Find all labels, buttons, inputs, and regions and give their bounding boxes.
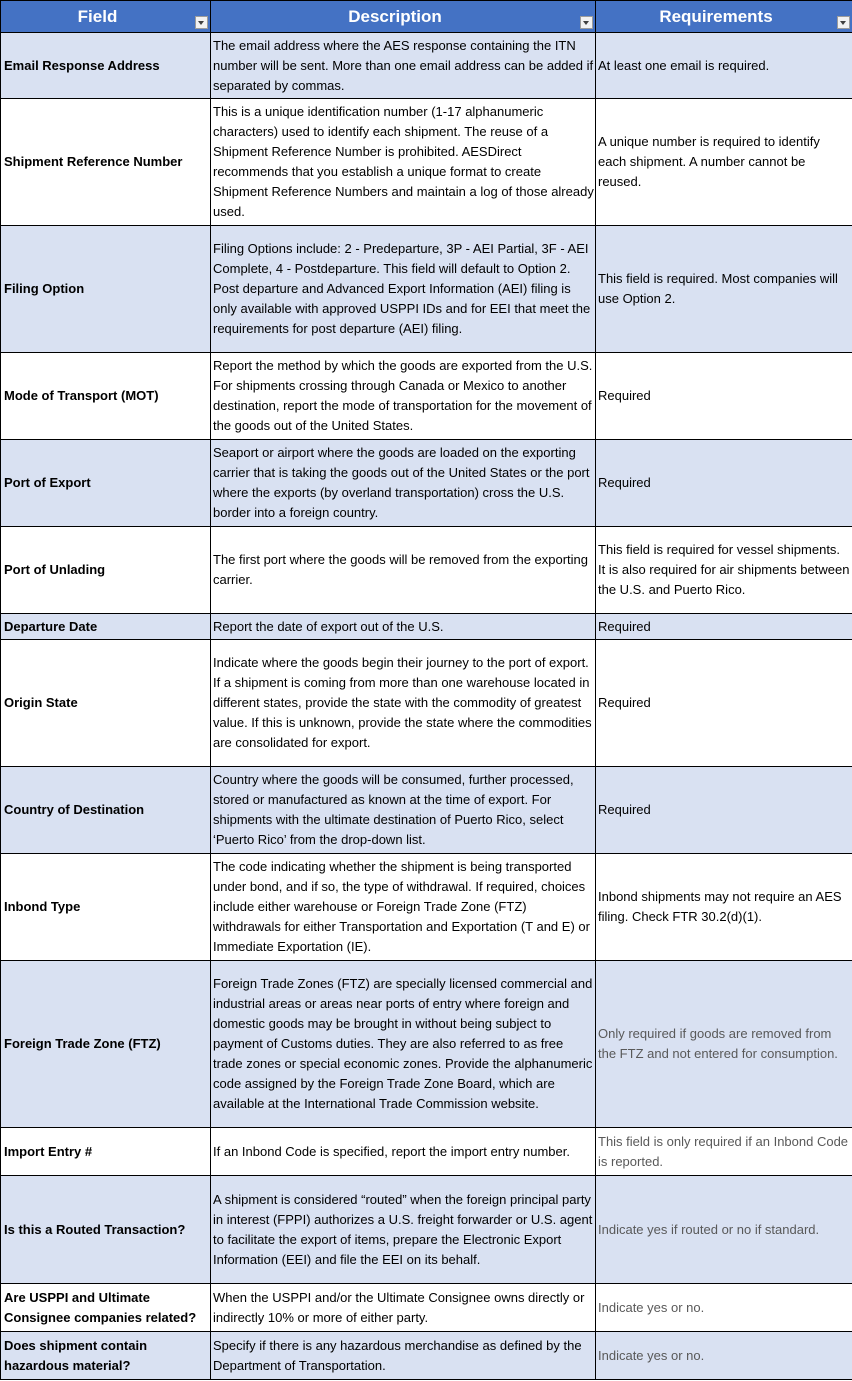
field-cell: Port of Unlading	[1, 527, 211, 614]
field-cell: Are USPPI and Ultimate Consignee companies related?	[1, 1284, 211, 1332]
table-row	[1, 1176, 852, 1284]
description-cell: Filing Options include: 2 - Predeparture, 3P - AEI Partial, 3F - AEI Complete, 4 - Postdeparture. This field will default to Option 2. Post departure and Advanced Export Information (AEI) filing is only available with approved USPPI IDs and for EEI that meet the requirements for post departure (AEI) filing.	[211, 226, 596, 353]
table-row	[1, 1128, 852, 1176]
requirements-cell: This field is required. Most companies will use Option 2.	[596, 226, 852, 353]
header-row	[1, 1, 852, 33]
column-header-label: Field	[77, 6, 118, 26]
field-cell: Shipment Reference Number	[1, 99, 211, 226]
column-header-label: Description	[348, 6, 442, 26]
requirements-cell: Required	[596, 440, 852, 527]
field-cell: Inbond Type	[1, 854, 211, 961]
table-row	[1, 527, 852, 614]
table-row	[1, 1284, 852, 1332]
field-cell: Import Entry #	[1, 1128, 211, 1176]
description-cell: A shipment is considered “routed” when the foreign principal party in interest (FPPI) authorizes a U.S. freight forwarder or U.S. agent to facilitate the export of items, prepare the Electronic Export Information (EEI) and file the EEI on its behalf.	[211, 1176, 596, 1284]
field-cell: Foreign Trade Zone (FTZ)	[1, 961, 211, 1128]
description-cell: Seaport or airport where the goods are loaded on the exporting carrier that is taking the goods out of the United States or the port where the exports (by overland transportation) cross the U.S. border into a foreign country.	[211, 440, 596, 527]
table-row	[1, 961, 852, 1128]
table-row	[1, 614, 852, 640]
requirements-cell: This field is only required if an Inbond Code is reported.	[596, 1128, 852, 1176]
requirements-cell: A unique number is required to identify each shipment. A number cannot be reused.	[596, 99, 852, 226]
description-cell: When the USPPI and/or the Ultimate Consignee owns directly or indirectly 10% or more of either party.	[211, 1284, 596, 1332]
field-cell: Origin State	[1, 640, 211, 767]
description-cell: Indicate where the goods begin their journey to the port of export. If a shipment is coming from more than one warehouse located in different states, provide the state with the commodity of greatest value. If this is unknown, provide the state where the commodities are consolidated for export.	[211, 640, 596, 767]
description-cell: Foreign Trade Zones (FTZ) are specially licensed commercial and industrial areas or areas near ports of entry where foreign and domestic goods may be brought in without being subject to payment of Customs duties. They are also referred to as free trade zones or special economic zones. Provide the alphanumeric code assigned by the Foreign Trade Zone Board, which are available at the International Trade Commission website.	[211, 961, 596, 1128]
table-row	[1, 440, 852, 527]
requirements-cell: Indicate yes or no.	[596, 1332, 852, 1380]
description-cell: Report the method by which the goods are exported from the U.S. For shipments crossing through Canada or Mexico to another destination, report the mode of transportation for the movement of the goods out of the United States.	[211, 353, 596, 440]
description-cell: The code indicating whether the shipment is being transported under bond, and if so, the type of withdrawal. If required, choices include either warehouse or Foreign Trade Zone (FTZ) withdrawals for either Transportation and Exportation (T and E) or Immediate Exportation (IE).	[211, 854, 596, 961]
table-row	[1, 353, 852, 440]
field-cell: Country of Destination	[1, 767, 211, 854]
table-row	[1, 640, 852, 767]
requirements-cell: Indicate yes or no.	[596, 1284, 852, 1332]
table-row	[1, 767, 852, 854]
field-cell: Is this a Routed Transaction?	[1, 1176, 211, 1284]
field-cell: Email Response Address	[1, 33, 211, 99]
column-header-label: Requirements	[659, 6, 773, 26]
description-cell: The email address where the AES response containing the ITN number will be sent. More than one email address can be added if separated by commas.	[211, 33, 596, 99]
filter-dropdown-icon[interactable]	[580, 16, 593, 29]
requirements-cell: Required	[596, 767, 852, 854]
requirements-cell: This field is required for vessel shipments. It is also required for air shipments between the U.S. and Puerto Rico.	[596, 527, 852, 614]
description-cell: The first port where the goods will be removed from the exporting carrier.	[211, 527, 596, 614]
requirements-cell: Inbond shipments may not require an AES filing. Check FTR 30.2(d)(1).	[596, 854, 852, 961]
table-row	[1, 99, 852, 226]
filter-dropdown-icon[interactable]	[837, 16, 850, 29]
field-cell: Does shipment contain hazardous material?	[1, 1332, 211, 1380]
requirements-cell: Required	[596, 353, 852, 440]
description-cell: Country where the goods will be consumed, further processed, stored or manufactured as known at the time of export. For shipments with the ultimate destination of Puerto Rico, select ‘Puerto Rico’ from the drop-down list.	[211, 767, 596, 854]
description-cell: This is a unique identification number (1-17 alphanumeric characters) used to identify each shipment. The reuse of a Shipment Reference Number is prohibited. AESDirect recommends that you establish a unique format to create Shipment Reference Numbers and maintain a log of those already used.	[211, 99, 596, 226]
description-cell: Specify if there is any hazardous merchandise as defined by the Department of Transportation.	[211, 1332, 596, 1380]
requirements-cell: Required	[596, 614, 852, 640]
field-cell: Port of Export	[1, 440, 211, 527]
description-cell: If an Inbond Code is specified, report the import entry number.	[211, 1128, 596, 1176]
column-header-field	[1, 1, 211, 33]
field-cell: Filing Option	[1, 226, 211, 353]
field-cell: Departure Date	[1, 614, 211, 640]
table-row	[1, 33, 852, 99]
requirements-cell: Indicate yes if routed or no if standard.	[596, 1176, 852, 1284]
table-row	[1, 1332, 852, 1380]
column-header-requirements	[596, 1, 852, 33]
table-row	[1, 226, 852, 353]
description-cell: Report the date of export out of the U.S.	[211, 614, 596, 640]
column-header-description	[211, 1, 596, 33]
field-cell: Mode of Transport (MOT)	[1, 353, 211, 440]
filter-dropdown-icon[interactable]	[195, 16, 208, 29]
requirements-cell: Required	[596, 640, 852, 767]
requirements-cell: Only required if goods are removed from the FTZ and not entered for consumption.	[596, 961, 852, 1128]
requirements-cell: At least one email is required.	[596, 33, 852, 99]
table-row	[1, 854, 852, 961]
